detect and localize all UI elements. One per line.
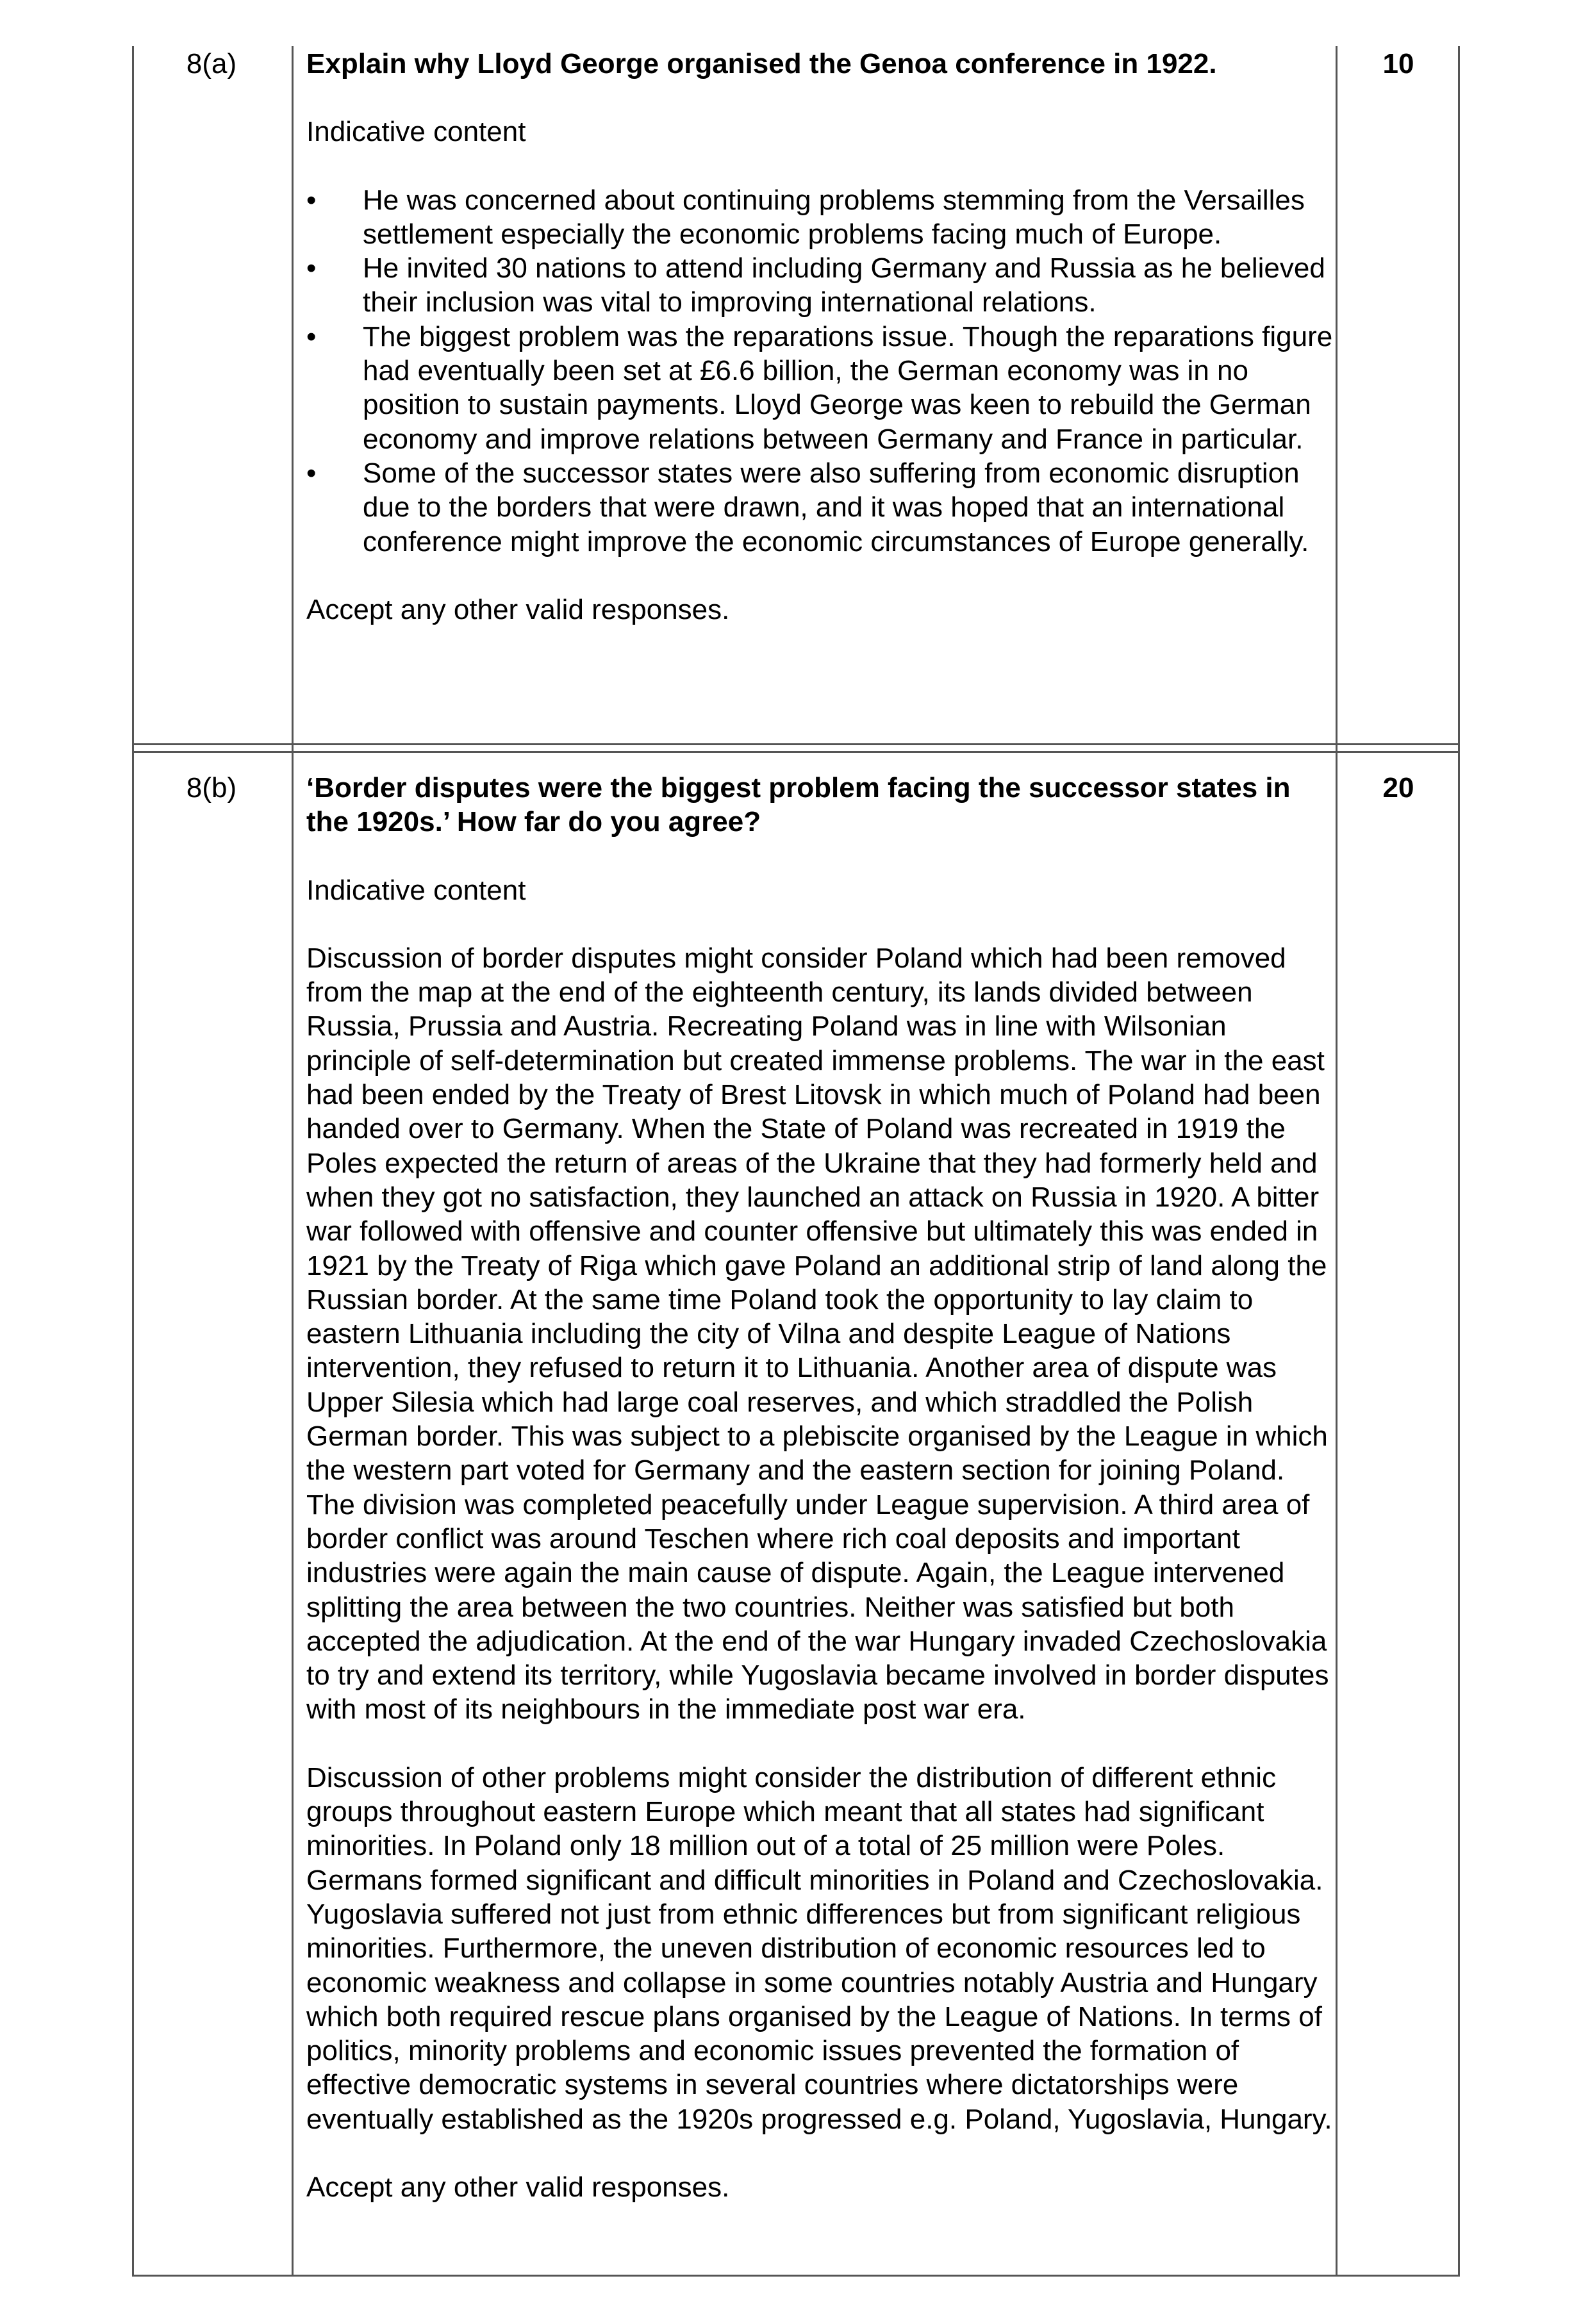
question-marks: 10 [1382, 48, 1414, 79]
bullet-item: • Some of the successor states were also suffering from economic disruption due to the borders that were drawn, and it was hoped that an international conference might improve the economic circumstances of Europe generally. [306, 456, 1335, 559]
question-content [306, 771, 1335, 2204]
closing-note: Accept any other valid responses. [306, 593, 730, 625]
bullet-list [306, 183, 1335, 559]
content-paragraph: Discussion of other problems might consider the distribution of different ethnic groups throughout eastern Europe which meant that all states had significant minorities. In Poland only 18 million out of a total of 25 million were Poles. Germans formed significant and difficult minorities in Poland and Czechoslovakia. Yugoslavia suffered not just from ethnic differences but from significant religious minorities. Furthermore, the uneven distribution of economic resources led to economic weakness and collapse in some countries notably Austria and Hungary which both required rescue plans organised by the League of Nations. In terms of politics, minority problems and economic issues prevented the formation of effective democratic systems in several countries where dictatorships were eventually established as the 1920s progressed e.g. Poland, Yugoslavia, Hungary. [306, 1761, 1332, 2135]
indicative-content-heading: Indicative content [306, 874, 526, 906]
bullet-item: • He was concerned about continuing problems stemming from the Versailles settlement especially the economic problems facing much of Europe. [306, 183, 1335, 252]
question-text: Explain why Lloyd George organised the Genoa conference in 1922. [306, 48, 1217, 79]
table-border-right [1458, 46, 1460, 2276]
table-divider-marks-column [1336, 46, 1337, 2276]
question-number: 8(a) [186, 48, 237, 79]
table-border-left [132, 46, 134, 2276]
row-separator-top [132, 743, 1460, 745]
table-border-bottom [132, 2275, 1460, 2277]
row-separator-bottom [132, 751, 1460, 753]
bullet-item: • The biggest problem was the reparations issue. Though the reparations figure had eventually been set at £6.6 billion, the German economy was in no position to sustain payments. Lloyd George was keen to rebuild the German economy and improve relations between Germany and France in particular. [306, 320, 1335, 456]
question-number: 8(b) [186, 772, 237, 804]
question-content [306, 47, 1335, 627]
question-text: ‘Border disputes were the biggest problem facing the successor states in the 1920s.’ How far do you agree? [306, 772, 1291, 838]
table-divider-number-column [292, 46, 294, 2276]
indicative-content-heading: Indicative content [306, 116, 526, 148]
bullet-item: • He invited 30 nations to attend including Germany and Russia as he believed their inclusion was vital to improving international relations. [306, 251, 1335, 320]
closing-note: Accept any other valid responses. [306, 2171, 730, 2203]
question-marks: 20 [1382, 772, 1414, 804]
content-paragraph: Discussion of border disputes might consider Poland which had been removed from the map at the end of the eighteenth century, its lands divided between Russia, Prussia and Austria. Recreating Poland was in line with Wilsonian principle of self-determination but created immense problems. The war in the east had been ended by the Treaty of Brest Litovsk in which much of Poland had been handed over to Germany. When the State of Poland was recreated in 1919 the Poles expected the return of areas of the Ukraine that they had formerly held and when they got no satisfaction, they launched an attack on Russia in 1920. A bitter war followed with offensive and counter offensive but ultimately this was ended in 1921 by the Treaty of Riga which gave Poland an additional strip of land along the Russian border. At the same time Poland took the opportunity to lay claim to eastern Lithuania including the city of Vilna and despite League of Nations intervention, they refused to return it to Lithuania. Another area of dispute was Upper Silesia which had large coal reserves, and which straddled the Polish German border. This was subject to a plebiscite organised by the League in which the western part voted for Germany and the eastern section for joining Poland. The division was completed peacefully under League supervision. A third area of border conflict was around Teschen where rich coal deposits and important industries were again the main cause of dispute. Again, the League intervened splitting the area between the two countries. Neither was satisfied but both accepted the adjudication. At the end of the war Hungary invaded Czechoslovakia to try and extend its territory, while Yugoslavia became involved in border disputes with most of its neighbours in the immediate post war era. [306, 942, 1329, 1726]
